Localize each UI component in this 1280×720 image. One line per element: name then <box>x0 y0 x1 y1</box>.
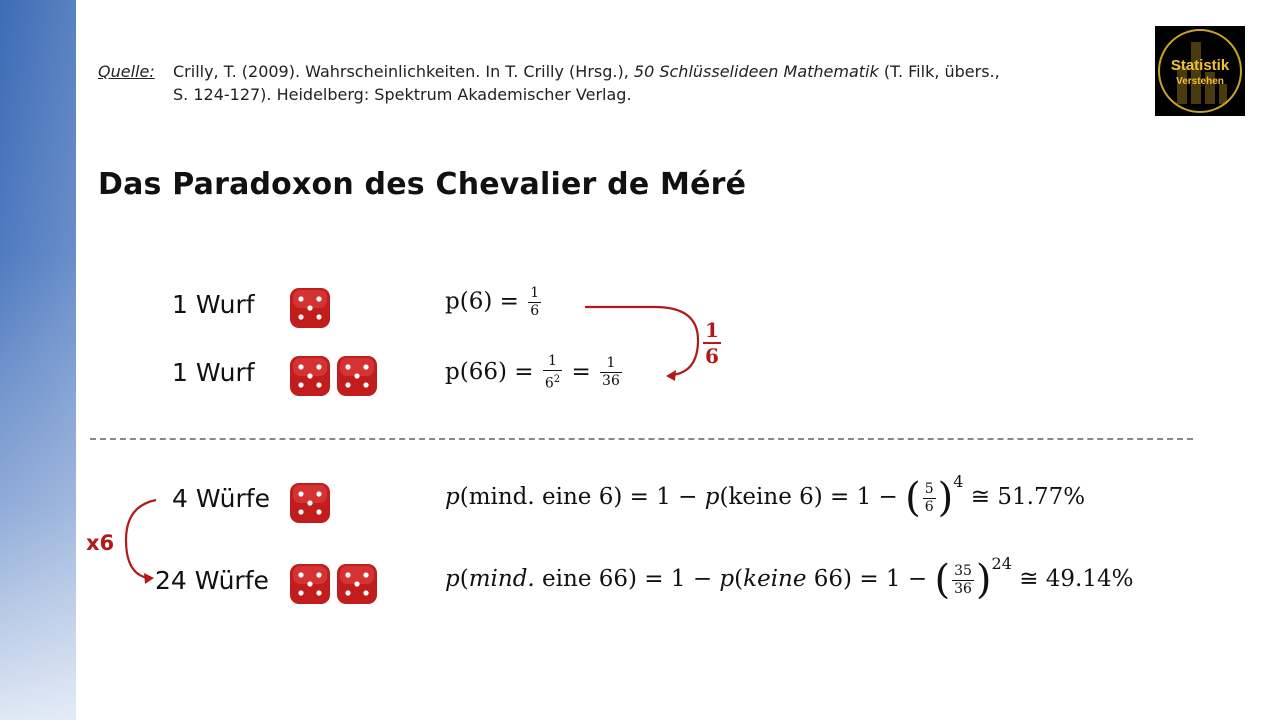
die-icon <box>288 481 332 525</box>
sidebar-decoration <box>0 0 76 720</box>
factor-x6: x6 <box>86 531 115 555</box>
curved-arrow-icon <box>118 494 163 589</box>
ratio-one-sixth: 1 6 <box>705 318 719 368</box>
logo-text-statistik: Statistik <box>1170 57 1230 74</box>
row-label-1: 1 Wurf <box>172 290 255 319</box>
source-citation <box>98 60 1000 106</box>
formula-at-least-one-double-six: p(mind. eine 66) = 1 − p(keine 66) = 1 − ( $\frac{35}{36}$ )$^{24}$ ≅ 49.14% <box>445 554 1134 603</box>
source-book-title: 50 Schlüsselideen Mathematik <box>633 62 879 81</box>
source-line1-pre: Crilly, T. (2009). Wahrscheinlichkeiten. In T. Crilly (Hrsg.), <box>173 62 629 81</box>
row-label-2: 1 Wurf <box>172 358 255 387</box>
slide-title: Das Paradoxon des Chevalier de Méré <box>98 167 747 202</box>
formula-p66: p(66) = $\frac{1}{6^2}$ = $\frac{1}{36}$ <box>445 353 620 392</box>
source-line1-post: (T. Filk, übers., <box>883 62 1000 81</box>
die-icon <box>288 286 332 330</box>
die-icon <box>288 354 332 398</box>
curved-arrow-icon <box>580 300 710 385</box>
die-icon <box>335 562 379 606</box>
logo-text-verstehen: Verstehen <box>1176 76 1224 87</box>
die-icon <box>288 562 332 606</box>
formula-p6: p(6) = $\frac{1}{6}$ <box>445 285 540 319</box>
source-line2: S. 124-127). Heidelberg: Spektrum Akademischer Verlag. <box>173 85 632 104</box>
source-label: Quelle: <box>98 62 155 81</box>
row-label-4: 24 Würfe <box>155 566 269 595</box>
dashed-divider <box>90 438 1193 440</box>
row-label-3: 4 Würfe <box>172 484 270 513</box>
statistik-verstehen-logo <box>1155 26 1245 116</box>
die-icon <box>335 354 379 398</box>
formula-at-least-one-six: p(mind. eine 6) = 1 − p(keine 6) = 1 − ( $\frac{5}{6}$ )$^4$ ≅ 51.77% <box>445 472 1086 521</box>
